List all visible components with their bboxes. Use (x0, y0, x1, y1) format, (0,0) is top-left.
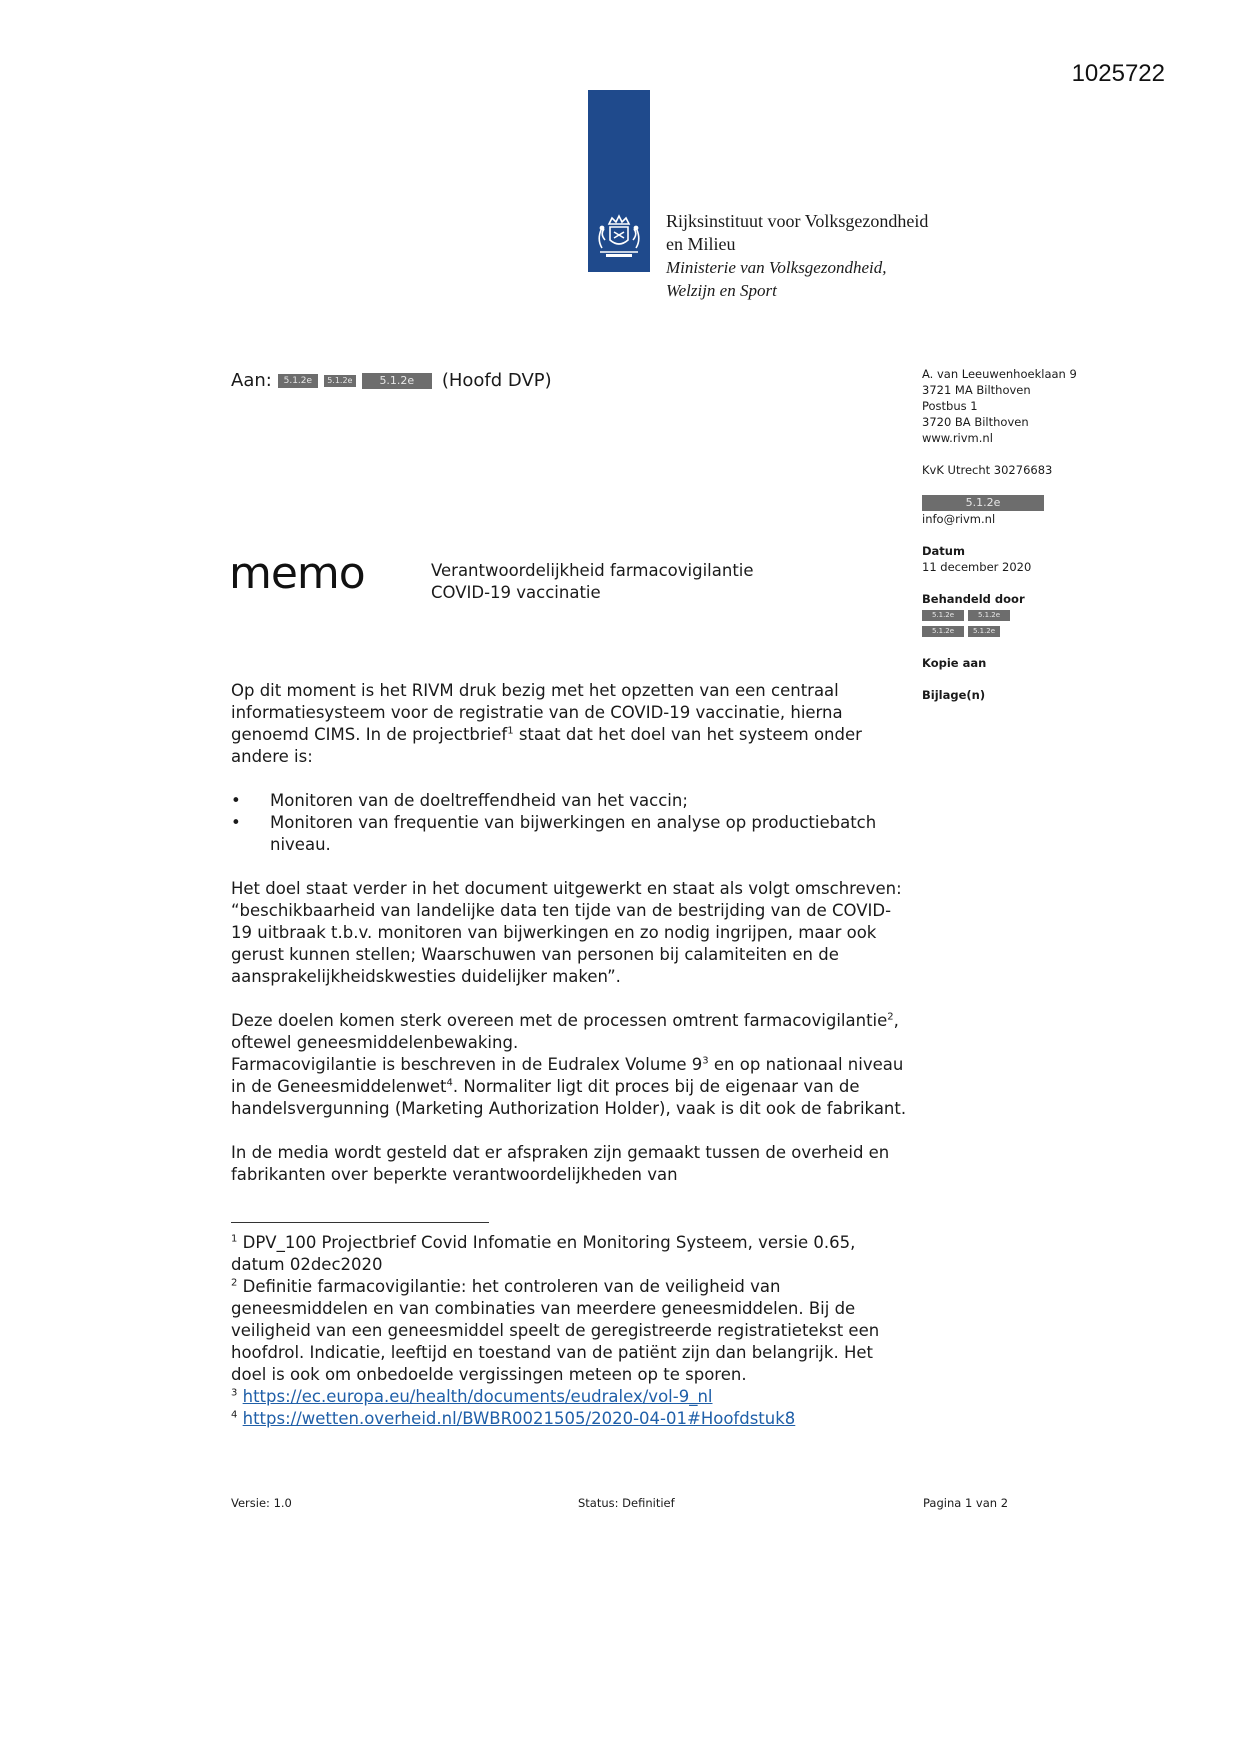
ministry-line1: Ministerie van Volksgezondheid, (666, 258, 887, 277)
addressee (231, 370, 552, 391)
eudralex-link[interactable]: https://ec.europa.eu/health/documents/eudralex/vol-9_nl (242, 1387, 713, 1406)
footnote-ref[interactable]: 2 (887, 1011, 894, 1023)
address-line: A. van Leeuwenhoeklaan 9 (922, 367, 1077, 381)
footnote-ref[interactable]: 4 (446, 1077, 453, 1089)
memo-subject (431, 560, 754, 604)
rijksoverheid-logo-bar (588, 90, 650, 272)
ministry-line2: Welzijn en Sport (666, 281, 777, 300)
redaction-box: 5.1.2e (278, 374, 318, 388)
footnote-number: 4 (231, 1409, 238, 1421)
bijlage-label: Bijlage(n) (922, 687, 986, 702)
footnote (231, 1408, 911, 1430)
sender-sidebar (922, 366, 1142, 703)
paragraph: Het doel staat verder in het document uitgewerkt en staat als volgt omschreven: “beschikbaarheid van landelijke data ten tijde van de bestrijding van de COVID-19 uitbraak t.b.v. monitoren van bijwerkingen en zo nodig ingrijpen, maar ook gerust kunnen stellen; Waarschuwen van personen bij calamiteiten en de aansprakelijkheidskwesties duidelijker maken”. (231, 879, 902, 986)
email-link[interactable]: info@rivm.nl (922, 511, 996, 526)
datum-label: Datum (922, 543, 965, 558)
paragraph: Deze doelen komen sterk overeen met de processen omtrent farmacovigilantie$^2$, oftewel geneesmiddelenbewaking. Farmacovigilantie is beschreven in de Eudralex Volume $9^3$ en op nationaal niveau in de Geneesmiddelenwet$^4$. Normaliter ligt dit proces bij de eigenaar van de handelsvergunning (Marketing Authorization Holder), vaak is dit ook de fabrikant. (231, 1011, 907, 1118)
address-line: 3720 BA Bilthoven (922, 415, 1029, 429)
footer-status: Status: Definitief (578, 1496, 675, 1510)
footnote-ref[interactable]: 3 (702, 1055, 709, 1067)
footnote-number: 1 (231, 1233, 238, 1245)
logo-text (666, 210, 928, 302)
footer-version: Versie: 1.0 (231, 1496, 292, 1510)
footnote: $^2$ Definitie farmacovigilantie: het controleren van de veiligheid van geneesmiddelen en van combinaties van meerdere geneesmiddelen. Bij de veiligheid van een geneesmiddel speelt de geregistreerde registratietekst een hoofdrol. Indicatie, leeftijd en toestand van de patiënt zijn dan belangrijk. Het doel is ook om onbedoelde vergissingen meteen op te sporen. (231, 1277, 880, 1384)
subject-line1: Verantwoordelijkheid farmacovigilantie (431, 561, 754, 580)
footnote (231, 1386, 911, 1408)
geneesmiddelenwet-link[interactable]: https://wetten.overheid.nl/BWBR0021505/2020-04-01#Hoofdstuk8 (242, 1409, 796, 1428)
list-item: • Monitoren van frequentie van bijwerkingen en analyse op productiebatch niveau. (231, 812, 911, 856)
website-link[interactable]: www.rivm.nl (922, 431, 993, 445)
redaction-box: 5.1.2e (362, 373, 432, 389)
footer-page: Pagina 1 van 2 (923, 1496, 1009, 1510)
addressee-role: (Hoofd DVP) (441, 370, 552, 391)
footnotes (231, 1232, 911, 1430)
redaction-box: 5.1.2e (922, 495, 1044, 511)
footnote-number: 3 (231, 1387, 238, 1399)
redaction-box: 5.1.2e (922, 626, 964, 637)
datum-value: 11 december 2020 (922, 559, 1032, 574)
footnote: $^1$ DPV_100 Projectbrief Covid Infomatie en Monitoring Systeem, versie 0.65, datum 02dec2020 (231, 1233, 856, 1274)
addressee-label: Aan: (231, 370, 272, 391)
address-line: 3721 MA Bilthoven (922, 383, 1031, 397)
org-name-line1: Rijksinstituut voor Volksgezondheid (666, 211, 929, 231)
paragraph: In de media wordt gesteld dat er afspraken zijn gemaakt tussen de overheid en fabrikanten over beperkte verantwoordelijkheden van (231, 1143, 890, 1184)
footnote-separator (231, 1222, 489, 1223)
document-number: 1025722 (1071, 60, 1165, 87)
footnote-ref[interactable]: 1 (507, 725, 514, 737)
redaction-box: 5.1.2e (324, 375, 356, 387)
redaction-box: 5.1.2e (922, 610, 964, 621)
address-line: Postbus 1 (922, 399, 978, 413)
goal-list (231, 790, 911, 856)
paragraph: Op dit moment is het RIVM druk bezig met het opzetten van een centraal informatiesysteem voor de registratie van de COVID-19 vaccinatie, hierna genoemd CIMS. In de projectbrief$^1$ staat dat het doel van het systeem onder andere is: (231, 681, 862, 766)
memo-body (231, 680, 911, 1208)
kopie-aan-label: Kopie aan (922, 655, 987, 670)
subject-line2: COVID-19 vaccinatie (431, 583, 601, 602)
footnote-number: 2 (231, 1277, 238, 1289)
memo-heading: memo (229, 548, 365, 599)
kvk-number: KvK Utrecht 30276683 (922, 463, 1053, 477)
redaction-box: 5.1.2e (968, 610, 1010, 621)
list-item: • Monitoren van de doeltreffendheid van het vaccin; (231, 790, 911, 812)
redaction-box: 5.1.2e (968, 626, 1000, 637)
coat-of-arms-icon (592, 210, 646, 262)
behandeld-door-label: Behandeld door (922, 591, 1025, 606)
org-name-line2: en Milieu (666, 234, 736, 254)
